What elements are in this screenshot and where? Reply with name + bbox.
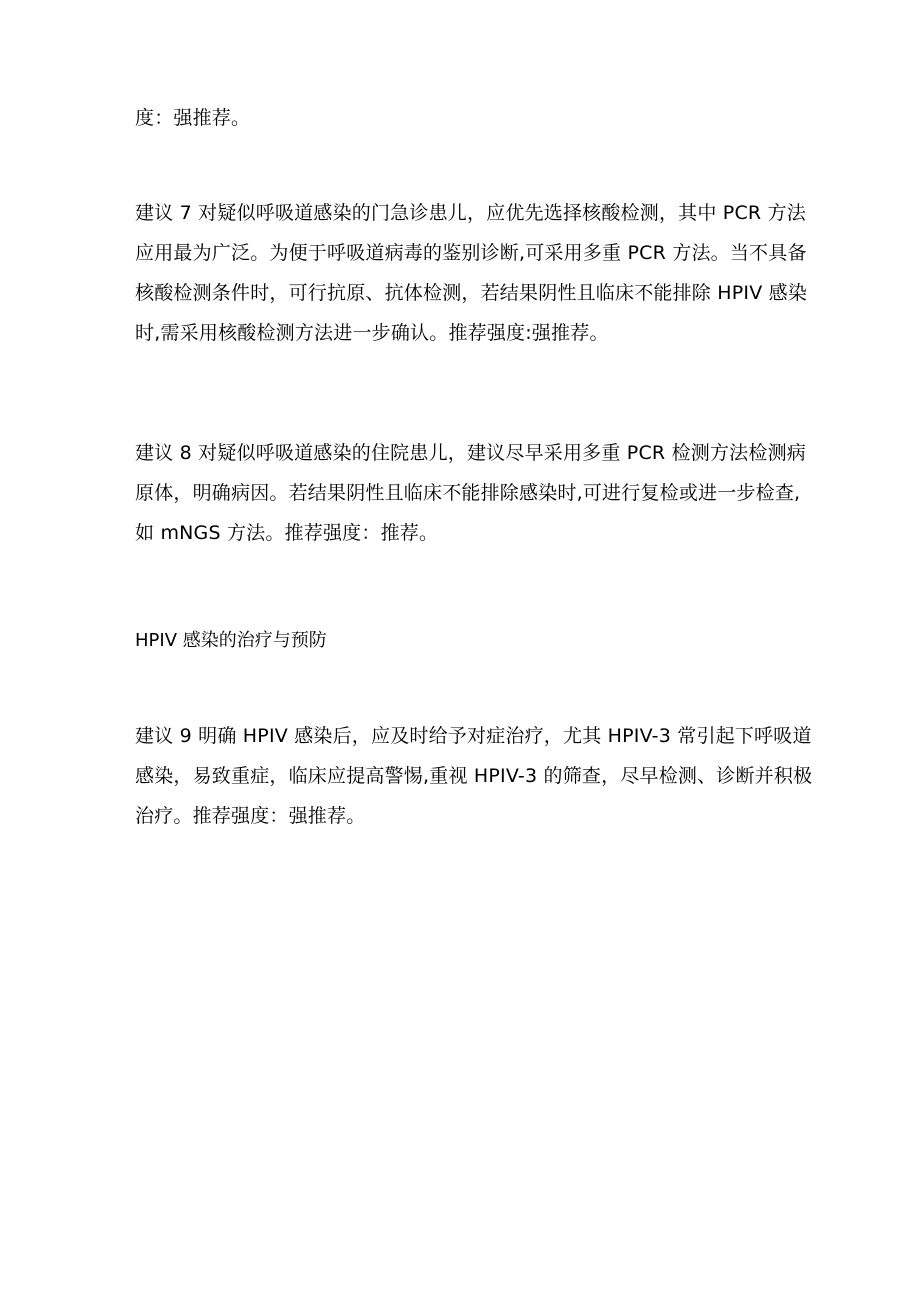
text-line: 如 mNGS 方法。推荐强度：推荐。 <box>135 522 439 544</box>
text-line: 建议 9 明确 HPIV 感染后，应及时给予对症治疗，尤其 HPIV-3 常引起下呼吸道 <box>135 725 812 747</box>
paragraph-recommendation-8 <box>135 433 806 553</box>
paragraph-recommendation-9 <box>135 716 813 836</box>
text-line: 感染，易致重症，临床应提高警惕,重视 HPIV-3 的筛查，尽早检测、诊断并积极 <box>135 765 813 787</box>
text-line: 应用最为广泛。为便于呼吸道病毒的鉴别诊断,可采用多重 PCR 方法。当不具备 <box>135 242 807 264</box>
text-line: 建议 8 对疑似呼吸道感染的住院患儿，建议尽早采用多重 PCR 检测方法检测病 <box>135 442 806 464</box>
text-line: 建议 7 对疑似呼吸道感染的门急诊患儿，应优先选择核酸检测，其中 PCR 方法 <box>135 202 806 224</box>
paragraph-recommendation-strength-tail <box>135 98 800 138</box>
paragraph-recommendation-7 <box>135 193 808 353</box>
section-heading: HPIV 感染的治疗与预防 <box>135 630 327 651</box>
text-line: 时,需采用核酸检测方法进一步确认。推荐强度:强推荐。 <box>135 322 609 344</box>
text-line: 核酸检测条件时，可行抗原、抗体检测，若结果阴性且临床不能排除 HPIV 感染 <box>135 282 808 304</box>
text-line: 度：强推荐。 <box>135 107 251 129</box>
text-line: 治疗。推荐强度：强推荐。 <box>135 805 366 827</box>
text-line: 原体，明确病因。若结果阴性且临床不能排除感染时,可进行复检或进一步检查, <box>135 482 801 504</box>
